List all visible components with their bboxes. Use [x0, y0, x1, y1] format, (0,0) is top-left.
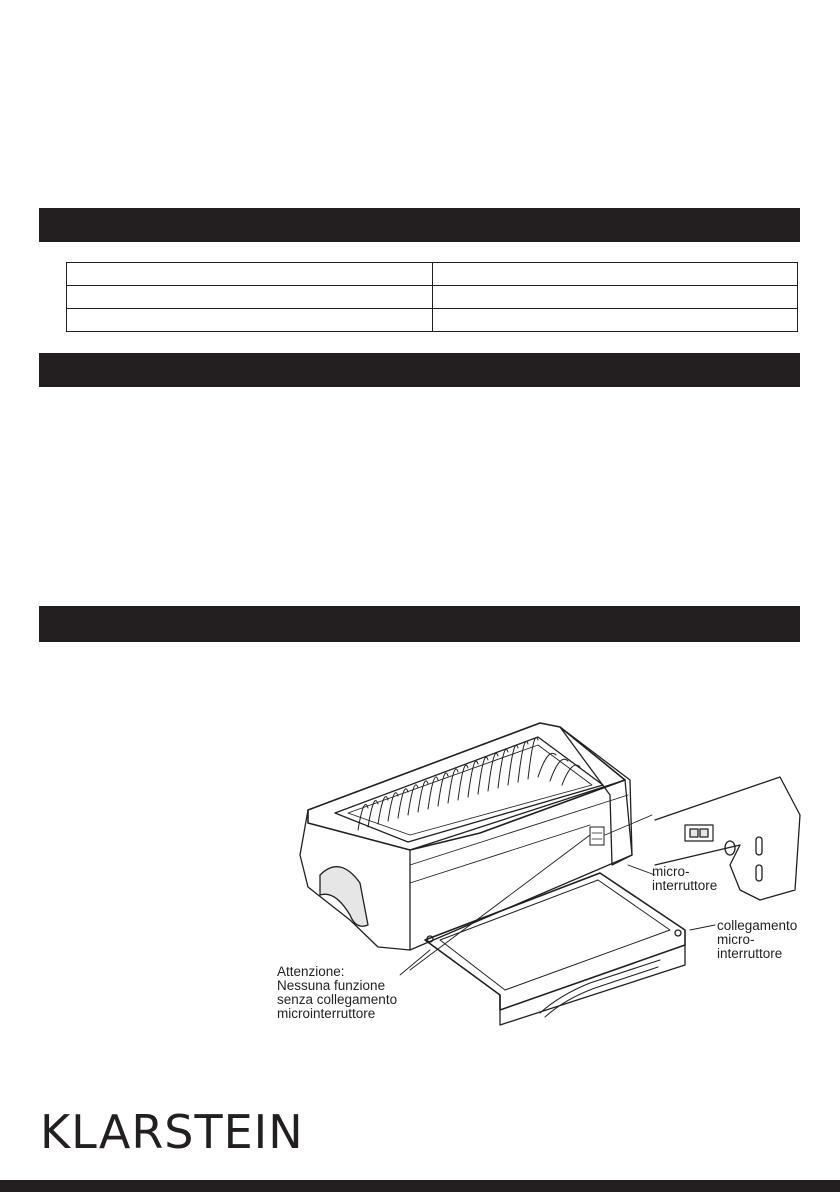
label-line: senza collegamento: [277, 992, 398, 1007]
label-line: collegamento: [717, 918, 798, 933]
table-row: [67, 263, 798, 286]
table-cell: [67, 309, 433, 332]
grill-body: [300, 723, 632, 950]
table-cell: [433, 263, 798, 286]
section-header-bar-3: [39, 606, 800, 642]
label-line: micro-: [717, 932, 755, 947]
table-cell: [433, 309, 798, 332]
warning-label: [277, 965, 397, 1021]
micro-switch-connection-label: [717, 919, 797, 961]
section-header-bar-1: [39, 208, 800, 242]
label-line: Nessuna funzione: [277, 978, 386, 993]
logo-text: KLARSTEIN: [40, 1105, 304, 1156]
footer-bar: [0, 1180, 840, 1192]
table-row: [67, 286, 798, 309]
spec-table: [66, 262, 798, 332]
label-line: interruttore: [652, 878, 718, 893]
label-line: Attenzione:: [277, 964, 345, 979]
drip-tray: [425, 873, 685, 1025]
klarstein-logo: [40, 1104, 320, 1156]
table-row: [67, 309, 798, 332]
table-cell: [67, 263, 433, 286]
label-line: interruttore: [717, 946, 783, 961]
table-cell: [67, 286, 433, 309]
label-line: microinterruttore: [277, 1006, 376, 1021]
micro-switch-label: [652, 865, 717, 893]
label-line: micro-: [652, 864, 690, 879]
section-header-bar-2: [39, 353, 800, 387]
table-cell: [433, 286, 798, 309]
